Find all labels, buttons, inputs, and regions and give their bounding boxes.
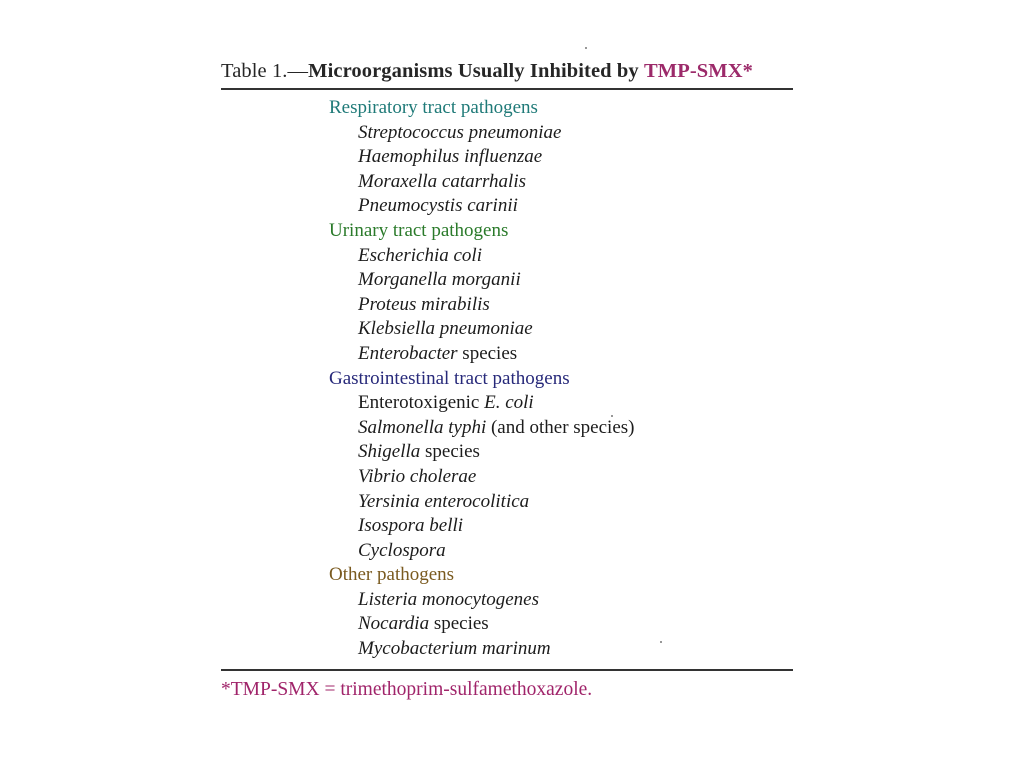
organism-item [329, 293, 793, 318]
scan-speck [585, 47, 587, 49]
table-title [221, 58, 793, 84]
organism-name: Listeria monocytogenes [358, 588, 540, 610]
organism-item [329, 317, 793, 342]
table-title-abbrev: TMP-SMX* [643, 60, 753, 82]
organism-name: Isospora belli [358, 515, 464, 537]
organism-item [329, 244, 793, 269]
category-heading: Gastrointestinal tract pathogens [329, 367, 570, 389]
organism-suffix: (and other species) [486, 416, 635, 438]
organism-item [329, 121, 793, 146]
organism-name: Escherichia coli [358, 244, 482, 266]
organism-item [329, 194, 793, 219]
organism-suffix: species [429, 613, 489, 635]
organism-name: Mycobacterium marinum [358, 638, 551, 660]
organism-name: Yersinia enterocolitica [358, 490, 530, 512]
document [221, 58, 793, 702]
organism-name: E. coli [484, 392, 534, 414]
bottom-rule [221, 669, 793, 671]
organism-name: Shigella [358, 441, 421, 463]
organism-name: Klebsiella pneumoniae [358, 318, 533, 340]
organism-name: Enterobacter [358, 342, 458, 364]
organism-item [329, 637, 793, 662]
organism-item [329, 612, 793, 637]
organism-suffix: species [457, 342, 518, 364]
table-title-main: Microorganisms Usually Inhibited by [308, 60, 639, 82]
organism-item [329, 268, 793, 293]
organism-item [329, 342, 793, 367]
organism-item [329, 170, 793, 195]
organism-prefix: Enterotoxigenic [358, 392, 485, 414]
organism-name: Morganella morganii [358, 269, 521, 291]
organism-item [329, 145, 793, 170]
table-body [221, 90, 793, 662]
category-heading: Urinary tract pathogens [329, 219, 509, 241]
organism-suffix: species [420, 441, 480, 463]
category-heading: Respiratory tract pathogens [329, 97, 538, 118]
organism-name: Nocardia [358, 613, 430, 635]
organism-name: Pneumocystis carinii [358, 195, 518, 217]
organism-item [329, 588, 793, 613]
category-heading: Other pathogens [329, 564, 455, 586]
organism-item [329, 490, 793, 515]
organism-item [329, 391, 793, 416]
organism-name: Vibrio cholerae [358, 465, 477, 487]
organism-item [329, 514, 793, 539]
organism-item [329, 465, 793, 490]
organism-name: Cyclospora [358, 539, 446, 561]
organism-item [329, 440, 793, 465]
footnote: *TMP-SMX = trimethoprim-sulfamethoxazole. [221, 678, 593, 700]
scan-speck [611, 415, 613, 417]
organism-name: Streptococcus pneumoniae [358, 121, 562, 143]
organism-name: Moraxella catarrhalis [358, 170, 527, 192]
organism-name: Salmonella typhi [358, 416, 487, 438]
table-title-prefix: Table 1.— [221, 60, 309, 82]
organism-name: Proteus mirabilis [358, 293, 490, 315]
organism-item [329, 416, 793, 441]
scan-speck [660, 641, 662, 643]
organism-name: Haemophilus influenzae [358, 146, 543, 168]
organism-item [329, 539, 793, 564]
